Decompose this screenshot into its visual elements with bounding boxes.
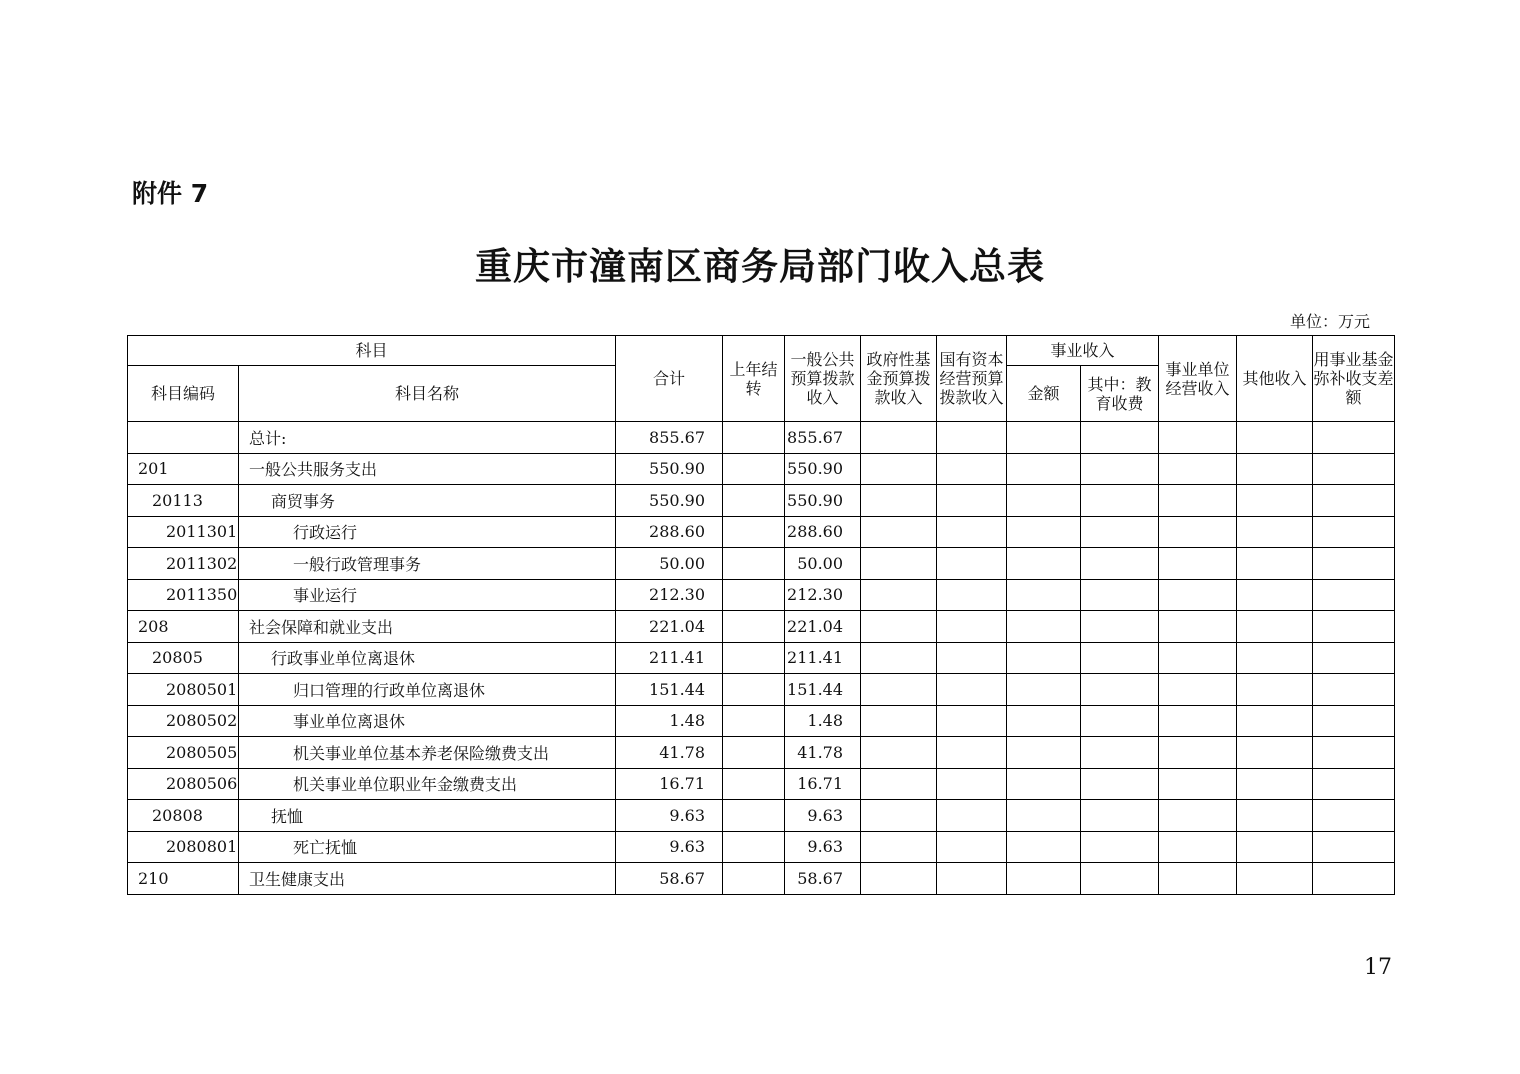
cell-code: 20805: [128, 642, 239, 674]
cell-fund-balance: [1313, 453, 1395, 485]
cell-other-income: [1237, 516, 1313, 548]
cell-name: 社会保障和就业支出: [239, 611, 616, 643]
cell-amount: [1007, 674, 1081, 706]
cell-name: 机关事业单位职业年金缴费支出: [239, 768, 616, 800]
cell-other-income: [1237, 548, 1313, 580]
cell-code: [128, 422, 239, 454]
cell-name: 死亡抚恤: [239, 831, 616, 863]
cell-fund-balance: [1313, 579, 1395, 611]
cell-carryover: [723, 453, 785, 485]
cell-total: 1.48: [616, 705, 723, 737]
cell-education-fee: [1081, 768, 1159, 800]
cell-unit-operating: [1159, 579, 1237, 611]
header-total: 合计: [616, 336, 723, 422]
cell-other-income: [1237, 485, 1313, 517]
cell-carryover: [723, 674, 785, 706]
cell-name: 事业运行: [239, 579, 616, 611]
cell-amount: [1007, 737, 1081, 769]
cell-gov-fund: [861, 548, 937, 580]
header-carryover: 上年结转: [723, 336, 785, 422]
cell-carryover: [723, 548, 785, 580]
table-row: [128, 737, 1395, 769]
cell-other-income: [1237, 611, 1313, 643]
cell-carryover: [723, 611, 785, 643]
cell-gov-fund: [861, 863, 937, 895]
cell-state-capital: [937, 831, 1007, 863]
cell-total: 221.04: [616, 611, 723, 643]
attachment-label: 附件 7: [132, 179, 209, 208]
cell-state-capital: [937, 516, 1007, 548]
cell-unit-operating: [1159, 800, 1237, 832]
cell-gov-fund: [861, 485, 937, 517]
table-row: [128, 579, 1395, 611]
cell-amount: [1007, 800, 1081, 832]
cell-education-fee: [1081, 674, 1159, 706]
table-row: [128, 800, 1395, 832]
cell-gov-fund: [861, 831, 937, 863]
cell-code: 208: [128, 611, 239, 643]
cell-amount: [1007, 579, 1081, 611]
cell-state-capital: [937, 705, 1007, 737]
cell-other-income: [1237, 422, 1313, 454]
cell-total: 50.00: [616, 548, 723, 580]
cell-amount: [1007, 485, 1081, 517]
cell-code: 2080501: [128, 674, 239, 706]
cell-general-budget: 855.67: [785, 422, 861, 454]
cell-total: 550.90: [616, 453, 723, 485]
cell-unit-operating: [1159, 863, 1237, 895]
cell-name: 抚恤: [239, 800, 616, 832]
cell-general-budget: 212.30: [785, 579, 861, 611]
cell-general-budget: 288.60: [785, 516, 861, 548]
cell-unit-operating: [1159, 642, 1237, 674]
cell-code: 2080506: [128, 768, 239, 800]
cell-fund-balance: [1313, 705, 1395, 737]
cell-amount: [1007, 516, 1081, 548]
header-of-which-education: 其中：教育收费: [1081, 366, 1159, 422]
cell-fund-balance: [1313, 674, 1395, 706]
cell-education-fee: [1081, 579, 1159, 611]
table-row: [128, 768, 1395, 800]
header-other-income: 其他收入: [1237, 336, 1313, 422]
cell-fund-balance: [1313, 485, 1395, 517]
cell-carryover: [723, 516, 785, 548]
table-row: [128, 674, 1395, 706]
cell-other-income: [1237, 737, 1313, 769]
cell-name: 行政事业单位离退休: [239, 642, 616, 674]
cell-name: 商贸事务: [239, 485, 616, 517]
cell-state-capital: [937, 863, 1007, 895]
cell-education-fee: [1081, 548, 1159, 580]
cell-state-capital: [937, 611, 1007, 643]
cell-other-income: [1237, 831, 1313, 863]
cell-state-capital: [937, 800, 1007, 832]
cell-gov-fund: [861, 579, 937, 611]
cell-name: 总计:: [239, 422, 616, 454]
cell-general-budget: 50.00: [785, 548, 861, 580]
cell-unit-operating: [1159, 737, 1237, 769]
header-amount: 金额: [1007, 366, 1081, 422]
cell-total: 855.67: [616, 422, 723, 454]
cell-unit-operating: [1159, 453, 1237, 485]
cell-general-budget: 1.48: [785, 705, 861, 737]
cell-total: 41.78: [616, 737, 723, 769]
header-subject-code: 科目编码: [128, 366, 239, 422]
cell-general-budget: 16.71: [785, 768, 861, 800]
cell-total: 550.90: [616, 485, 723, 517]
cell-gov-fund: [861, 642, 937, 674]
cell-fund-balance: [1313, 768, 1395, 800]
page-title: 重庆市潼南区商务局部门收入总表: [475, 244, 1045, 288]
cell-other-income: [1237, 579, 1313, 611]
cell-amount: [1007, 768, 1081, 800]
cell-fund-balance: [1313, 863, 1395, 895]
cell-fund-balance: [1313, 737, 1395, 769]
table-body: [128, 422, 1395, 895]
cell-general-budget: 211.41: [785, 642, 861, 674]
cell-gov-fund: [861, 737, 937, 769]
cell-education-fee: [1081, 422, 1159, 454]
cell-education-fee: [1081, 863, 1159, 895]
table-row: [128, 548, 1395, 580]
cell-other-income: [1237, 705, 1313, 737]
cell-gov-fund: [861, 674, 937, 706]
cell-fund-balance: [1313, 800, 1395, 832]
cell-code: 2080505: [128, 737, 239, 769]
page-number: 17: [1364, 955, 1392, 980]
cell-name: 行政运行: [239, 516, 616, 548]
cell-other-income: [1237, 453, 1313, 485]
cell-education-fee: [1081, 516, 1159, 548]
cell-total: 288.60: [616, 516, 723, 548]
cell-general-budget: 550.90: [785, 485, 861, 517]
cell-carryover: [723, 768, 785, 800]
table-row: [128, 642, 1395, 674]
cell-fund-balance: [1313, 422, 1395, 454]
cell-total: 9.63: [616, 800, 723, 832]
cell-state-capital: [937, 453, 1007, 485]
cell-carryover: [723, 485, 785, 517]
cell-education-fee: [1081, 642, 1159, 674]
cell-code: 201: [128, 453, 239, 485]
cell-general-budget: 151.44: [785, 674, 861, 706]
cell-state-capital: [937, 422, 1007, 454]
table-row: [128, 705, 1395, 737]
cell-name: 一般公共服务支出: [239, 453, 616, 485]
cell-code: 2011350: [128, 579, 239, 611]
cell-unit-operating: [1159, 674, 1237, 706]
cell-carryover: [723, 579, 785, 611]
cell-fund-balance: [1313, 516, 1395, 548]
cell-state-capital: [937, 485, 1007, 517]
cell-gov-fund: [861, 422, 937, 454]
cell-unit-operating: [1159, 548, 1237, 580]
cell-code: 210: [128, 863, 239, 895]
cell-education-fee: [1081, 705, 1159, 737]
cell-name: 卫生健康支出: [239, 863, 616, 895]
cell-state-capital: [937, 768, 1007, 800]
cell-other-income: [1237, 674, 1313, 706]
cell-unit-operating: [1159, 705, 1237, 737]
cell-total: 212.30: [616, 579, 723, 611]
cell-amount: [1007, 642, 1081, 674]
cell-unit-operating: [1159, 611, 1237, 643]
header-state-capital: 国有资本经营预算拨款收入: [937, 336, 1007, 422]
cell-name: 一般行政管理事务: [239, 548, 616, 580]
table-row: [128, 422, 1395, 454]
cell-unit-operating: [1159, 516, 1237, 548]
table-row: [128, 831, 1395, 863]
cell-education-fee: [1081, 453, 1159, 485]
cell-amount: [1007, 705, 1081, 737]
cell-state-capital: [937, 674, 1007, 706]
cell-general-budget: 9.63: [785, 800, 861, 832]
cell-unit-operating: [1159, 831, 1237, 863]
cell-fund-balance: [1313, 548, 1395, 580]
cell-state-capital: [937, 737, 1007, 769]
cell-general-budget: 221.04: [785, 611, 861, 643]
header-general-budget: 一般公共预算拨款收入: [785, 336, 861, 422]
cell-gov-fund: [861, 453, 937, 485]
cell-fund-balance: [1313, 831, 1395, 863]
cell-amount: [1007, 611, 1081, 643]
cell-carryover: [723, 642, 785, 674]
cell-carryover: [723, 705, 785, 737]
cell-code: 20808: [128, 800, 239, 832]
cell-general-budget: 9.63: [785, 831, 861, 863]
cell-education-fee: [1081, 737, 1159, 769]
cell-carryover: [723, 831, 785, 863]
cell-general-budget: 41.78: [785, 737, 861, 769]
cell-unit-operating: [1159, 768, 1237, 800]
cell-carryover: [723, 422, 785, 454]
cell-state-capital: [937, 579, 1007, 611]
cell-fund-balance: [1313, 642, 1395, 674]
cell-education-fee: [1081, 611, 1159, 643]
header-subject: 科目: [128, 336, 616, 366]
cell-amount: [1007, 422, 1081, 454]
income-summary-table: [127, 335, 1395, 895]
cell-unit-operating: [1159, 422, 1237, 454]
cell-code: 2080502: [128, 705, 239, 737]
table-row: [128, 485, 1395, 517]
header-gov-fund: 政府性基金预算拨款收入: [861, 336, 937, 422]
cell-other-income: [1237, 863, 1313, 895]
cell-other-income: [1237, 800, 1313, 832]
cell-gov-fund: [861, 516, 937, 548]
cell-carryover: [723, 737, 785, 769]
cell-amount: [1007, 453, 1081, 485]
cell-name: 归口管理的行政单位离退休: [239, 674, 616, 706]
table-row: [128, 453, 1395, 485]
table-row: [128, 863, 1395, 895]
cell-total: 58.67: [616, 863, 723, 895]
cell-name: 事业单位离退休: [239, 705, 616, 737]
cell-fund-balance: [1313, 611, 1395, 643]
table-row: [128, 611, 1395, 643]
cell-general-budget: 58.67: [785, 863, 861, 895]
header-unit-operating: 事业单位经营收入: [1159, 336, 1237, 422]
cell-code: 2011301: [128, 516, 239, 548]
cell-total: 16.71: [616, 768, 723, 800]
cell-name: 机关事业单位基本养老保险缴费支出: [239, 737, 616, 769]
cell-gov-fund: [861, 768, 937, 800]
cell-other-income: [1237, 768, 1313, 800]
cell-amount: [1007, 548, 1081, 580]
cell-code: 2080801: [128, 831, 239, 863]
header-business-income: 事业收入: [1007, 336, 1159, 366]
cell-gov-fund: [861, 611, 937, 643]
cell-other-income: [1237, 642, 1313, 674]
cell-total: 9.63: [616, 831, 723, 863]
cell-education-fee: [1081, 831, 1159, 863]
cell-carryover: [723, 800, 785, 832]
cell-code: 2011302: [128, 548, 239, 580]
cell-carryover: [723, 863, 785, 895]
cell-unit-operating: [1159, 485, 1237, 517]
cell-state-capital: [937, 642, 1007, 674]
header-subject-name: 科目名称: [239, 366, 616, 422]
cell-gov-fund: [861, 705, 937, 737]
table-header: [128, 336, 1395, 422]
cell-education-fee: [1081, 485, 1159, 517]
unit-label: 单位：万元: [1290, 312, 1371, 331]
header-fund-balance: 用事业基金弥补收支差额: [1313, 336, 1395, 422]
cell-amount: [1007, 831, 1081, 863]
cell-amount: [1007, 863, 1081, 895]
cell-education-fee: [1081, 800, 1159, 832]
table-row: [128, 516, 1395, 548]
cell-gov-fund: [861, 800, 937, 832]
cell-code: 20113: [128, 485, 239, 517]
cell-total: 151.44: [616, 674, 723, 706]
cell-total: 211.41: [616, 642, 723, 674]
cell-general-budget: 550.90: [785, 453, 861, 485]
cell-state-capital: [937, 548, 1007, 580]
